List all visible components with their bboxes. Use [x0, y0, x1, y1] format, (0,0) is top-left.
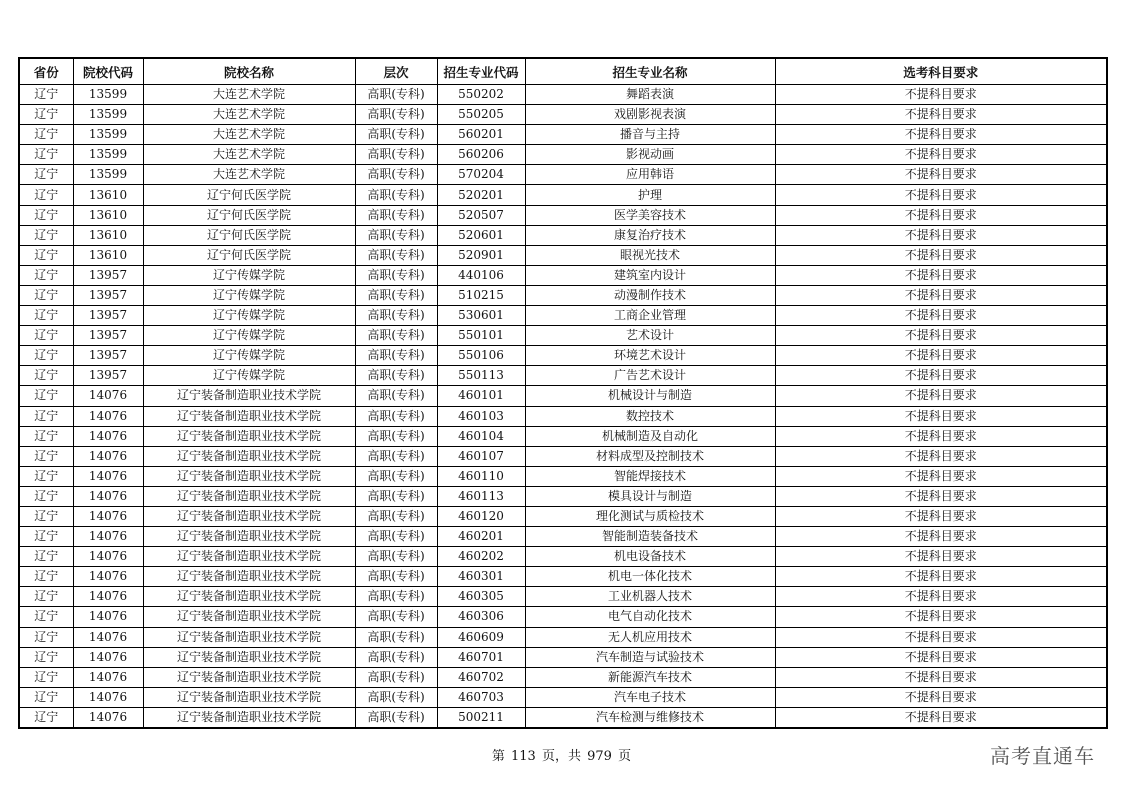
cell-subject-requirement: 不提科目要求	[775, 105, 1107, 125]
cell-major-name: 影视动画	[525, 145, 775, 165]
cell-subject-requirement: 不提科目要求	[775, 547, 1107, 567]
cell-level: 高职(专科)	[355, 547, 437, 567]
cell-major-code: 460305	[437, 587, 525, 607]
col-header-subject-requirement: 选考科目要求	[775, 58, 1107, 85]
cell-province: 辽宁	[19, 265, 73, 285]
cell-major-name: 艺术设计	[525, 326, 775, 346]
cell-major-code: 520201	[437, 185, 525, 205]
table-row	[19, 466, 1107, 486]
cell-school-code: 14076	[73, 667, 143, 687]
cell-school-name: 辽宁传媒学院	[143, 366, 355, 386]
cell-major-code: 460609	[437, 627, 525, 647]
cell-major-name: 动漫制作技术	[525, 285, 775, 305]
cell-level: 高职(专科)	[355, 567, 437, 587]
cell-level: 高职(专科)	[355, 466, 437, 486]
cell-school-name: 辽宁装备制造职业技术学院	[143, 667, 355, 687]
cell-school-name: 大连艺术学院	[143, 165, 355, 185]
watermark-logo-text: 高考直通车	[990, 744, 1095, 768]
cell-school-name: 大连艺术学院	[143, 125, 355, 145]
cell-major-code: 460201	[437, 527, 525, 547]
cell-school-code: 13957	[73, 306, 143, 326]
table-row	[19, 426, 1107, 446]
col-header-school-code: 院校代码	[73, 58, 143, 85]
cell-school-code: 14076	[73, 567, 143, 587]
cell-level: 高职(专科)	[355, 627, 437, 647]
cell-subject-requirement: 不提科目要求	[775, 527, 1107, 547]
cell-province: 辽宁	[19, 145, 73, 165]
cell-level: 高职(专科)	[355, 265, 437, 285]
cell-school-code: 13610	[73, 245, 143, 265]
footer-prefix: 第	[491, 749, 505, 764]
cell-subject-requirement: 不提科目要求	[775, 245, 1107, 265]
cell-subject-requirement: 不提科目要求	[775, 466, 1107, 486]
cell-major-name: 无人机应用技术	[525, 627, 775, 647]
cell-school-code: 14076	[73, 406, 143, 426]
cell-major-name: 环境艺术设计	[525, 346, 775, 366]
cell-level: 高职(专科)	[355, 366, 437, 386]
cell-school-code: 14076	[73, 386, 143, 406]
table-row	[19, 446, 1107, 466]
cell-school-name: 辽宁装备制造职业技术学院	[143, 486, 355, 506]
cell-province: 辽宁	[19, 105, 73, 125]
cell-major-name: 新能源汽车技术	[525, 667, 775, 687]
cell-major-code: 520507	[437, 205, 525, 225]
cell-province: 辽宁	[19, 486, 73, 506]
table-row	[19, 527, 1107, 547]
table-row	[19, 647, 1107, 667]
cell-major-code: 440106	[437, 265, 525, 285]
table-row	[19, 346, 1107, 366]
cell-school-code: 14076	[73, 466, 143, 486]
cell-level: 高职(专科)	[355, 105, 437, 125]
cell-major-code: 560201	[437, 125, 525, 145]
cell-level: 高职(专科)	[355, 386, 437, 406]
cell-school-name: 辽宁装备制造职业技术学院	[143, 527, 355, 547]
cell-school-name: 辽宁装备制造职业技术学院	[143, 547, 355, 567]
table-row	[19, 707, 1107, 728]
cell-school-code: 14076	[73, 426, 143, 446]
cell-major-code: 460702	[437, 667, 525, 687]
cell-subject-requirement: 不提科目要求	[775, 506, 1107, 526]
header-row	[19, 58, 1107, 85]
cell-major-name: 戏剧影视表演	[525, 105, 775, 125]
cell-subject-requirement: 不提科目要求	[775, 587, 1107, 607]
cell-subject-requirement: 不提科目要求	[775, 667, 1107, 687]
cell-school-name: 辽宁装备制造职业技术学院	[143, 587, 355, 607]
cell-school-code: 13599	[73, 85, 143, 105]
cell-school-name: 辽宁装备制造职业技术学院	[143, 647, 355, 667]
cell-major-code: 550106	[437, 346, 525, 366]
cell-major-code: 550113	[437, 366, 525, 386]
cell-level: 高职(专科)	[355, 205, 437, 225]
cell-major-name: 机电设备技术	[525, 547, 775, 567]
table-row	[19, 567, 1107, 587]
footer-middle: 页，共	[541, 749, 581, 764]
cell-school-name: 辽宁装备制造职业技术学院	[143, 687, 355, 707]
cell-school-name: 辽宁传媒学院	[143, 285, 355, 305]
cell-level: 高职(专科)	[355, 165, 437, 185]
cell-school-code: 13610	[73, 185, 143, 205]
table-row	[19, 285, 1107, 305]
cell-level: 高职(专科)	[355, 285, 437, 305]
cell-school-code: 14076	[73, 627, 143, 647]
table-row	[19, 627, 1107, 647]
cell-school-name: 辽宁装备制造职业技术学院	[143, 607, 355, 627]
cell-subject-requirement: 不提科目要求	[775, 607, 1107, 627]
table-row	[19, 306, 1107, 326]
cell-school-name: 辽宁传媒学院	[143, 326, 355, 346]
table-row	[19, 125, 1107, 145]
table-row	[19, 587, 1107, 607]
cell-school-name: 辽宁传媒学院	[143, 306, 355, 326]
cell-subject-requirement: 不提科目要求	[775, 205, 1107, 225]
cell-major-name: 康复治疗技术	[525, 225, 775, 245]
cell-major-name: 机械设计与制造	[525, 386, 775, 406]
cell-subject-requirement: 不提科目要求	[775, 125, 1107, 145]
cell-level: 高职(专科)	[355, 85, 437, 105]
table-row	[19, 366, 1107, 386]
cell-school-name: 辽宁装备制造职业技术学院	[143, 707, 355, 728]
cell-school-name: 辽宁何氏医学院	[143, 185, 355, 205]
cell-subject-requirement: 不提科目要求	[775, 285, 1107, 305]
cell-major-name: 智能制造装备技术	[525, 527, 775, 547]
cell-province: 辽宁	[19, 667, 73, 687]
cell-school-code: 14076	[73, 707, 143, 728]
cell-subject-requirement: 不提科目要求	[775, 326, 1107, 346]
cell-school-code: 13599	[73, 145, 143, 165]
cell-school-name: 大连艺术学院	[143, 145, 355, 165]
cell-subject-requirement: 不提科目要求	[775, 486, 1107, 506]
cell-subject-requirement: 不提科目要求	[775, 707, 1107, 728]
cell-subject-requirement: 不提科目要求	[775, 225, 1107, 245]
cell-level: 高职(专科)	[355, 406, 437, 426]
cell-major-code: 550202	[437, 85, 525, 105]
footer-current-page: 113	[511, 749, 536, 764]
cell-major-code: 460107	[437, 446, 525, 466]
cell-school-name: 辽宁装备制造职业技术学院	[143, 506, 355, 526]
cell-major-name: 医学美容技术	[525, 205, 775, 225]
cell-school-code: 13610	[73, 225, 143, 245]
cell-subject-requirement: 不提科目要求	[775, 647, 1107, 667]
cell-major-code: 460103	[437, 406, 525, 426]
cell-major-name: 机电一体化技术	[525, 567, 775, 587]
cell-major-code: 520901	[437, 245, 525, 265]
cell-major-code: 550101	[437, 326, 525, 346]
table-row	[19, 185, 1107, 205]
cell-school-code: 14076	[73, 547, 143, 567]
cell-school-name: 辽宁装备制造职业技术学院	[143, 386, 355, 406]
cell-major-name: 材料成型及控制技术	[525, 446, 775, 466]
cell-major-code: 460202	[437, 547, 525, 567]
col-header-major-name: 招生专业名称	[525, 58, 775, 85]
cell-school-name: 辽宁传媒学院	[143, 346, 355, 366]
cell-subject-requirement: 不提科目要求	[775, 446, 1107, 466]
table-row	[19, 386, 1107, 406]
table-body	[19, 85, 1107, 729]
cell-major-name: 模具设计与制造	[525, 486, 775, 506]
cell-major-name: 汽车检测与维修技术	[525, 707, 775, 728]
table-row	[19, 326, 1107, 346]
table-row	[19, 486, 1107, 506]
cell-major-name: 数控技术	[525, 406, 775, 426]
col-header-province: 省份	[19, 58, 73, 85]
cell-level: 高职(专科)	[355, 245, 437, 265]
cell-level: 高职(专科)	[355, 687, 437, 707]
table-row	[19, 406, 1107, 426]
cell-major-code: 560206	[437, 145, 525, 165]
cell-major-name: 应用韩语	[525, 165, 775, 185]
cell-major-code: 510215	[437, 285, 525, 305]
cell-school-name: 辽宁何氏医学院	[143, 205, 355, 225]
page-footer	[0, 745, 1123, 764]
cell-school-code: 13957	[73, 326, 143, 346]
cell-school-code: 13599	[73, 125, 143, 145]
cell-province: 辽宁	[19, 306, 73, 326]
cell-province: 辽宁	[19, 446, 73, 466]
cell-major-name: 播音与主持	[525, 125, 775, 145]
cell-school-code: 13957	[73, 265, 143, 285]
cell-province: 辽宁	[19, 85, 73, 105]
cell-school-code: 13599	[73, 105, 143, 125]
col-header-level: 层次	[355, 58, 437, 85]
cell-subject-requirement: 不提科目要求	[775, 366, 1107, 386]
cell-school-code: 14076	[73, 506, 143, 526]
cell-school-code: 14076	[73, 587, 143, 607]
cell-major-name: 建筑室内设计	[525, 265, 775, 285]
cell-subject-requirement: 不提科目要求	[775, 687, 1107, 707]
cell-province: 辽宁	[19, 527, 73, 547]
footer-total-pages: 979	[587, 749, 612, 764]
cell-major-name: 广告艺术设计	[525, 366, 775, 386]
table-row	[19, 85, 1107, 105]
cell-province: 辽宁	[19, 165, 73, 185]
cell-province: 辽宁	[19, 346, 73, 366]
cell-school-code: 14076	[73, 486, 143, 506]
cell-province: 辽宁	[19, 607, 73, 627]
cell-province: 辽宁	[19, 205, 73, 225]
cell-subject-requirement: 不提科目要求	[775, 145, 1107, 165]
cell-province: 辽宁	[19, 245, 73, 265]
cell-subject-requirement: 不提科目要求	[775, 386, 1107, 406]
cell-school-name: 辽宁何氏医学院	[143, 225, 355, 245]
cell-school-name: 大连艺术学院	[143, 85, 355, 105]
table-row	[19, 687, 1107, 707]
cell-level: 高职(专科)	[355, 446, 437, 466]
cell-subject-requirement: 不提科目要求	[775, 627, 1107, 647]
table-row	[19, 506, 1107, 526]
cell-province: 辽宁	[19, 406, 73, 426]
cell-province: 辽宁	[19, 506, 73, 526]
cell-school-name: 辽宁装备制造职业技术学院	[143, 466, 355, 486]
admission-table	[18, 57, 1108, 729]
cell-school-code: 13610	[73, 205, 143, 225]
cell-major-name: 工业机器人技术	[525, 587, 775, 607]
table-row	[19, 205, 1107, 225]
cell-level: 高职(专科)	[355, 587, 437, 607]
cell-school-code: 14076	[73, 647, 143, 667]
cell-level: 高职(专科)	[355, 707, 437, 728]
cell-province: 辽宁	[19, 185, 73, 205]
cell-school-name: 辽宁装备制造职业技术学院	[143, 567, 355, 587]
cell-major-name: 机械制造及自动化	[525, 426, 775, 446]
table-row	[19, 105, 1107, 125]
cell-major-code: 570204	[437, 165, 525, 185]
cell-subject-requirement: 不提科目要求	[775, 165, 1107, 185]
cell-major-code: 520601	[437, 225, 525, 245]
cell-level: 高职(专科)	[355, 667, 437, 687]
cell-subject-requirement: 不提科目要求	[775, 265, 1107, 285]
table-row	[19, 225, 1107, 245]
cell-province: 辽宁	[19, 587, 73, 607]
cell-level: 高职(专科)	[355, 225, 437, 245]
table-row	[19, 245, 1107, 265]
cell-major-code: 500211	[437, 707, 525, 728]
cell-school-code: 14076	[73, 446, 143, 466]
cell-major-code: 460101	[437, 386, 525, 406]
cell-major-code: 460701	[437, 647, 525, 667]
cell-major-code: 460110	[437, 466, 525, 486]
table-row	[19, 607, 1107, 627]
cell-level: 高职(专科)	[355, 185, 437, 205]
cell-major-name: 护理	[525, 185, 775, 205]
cell-school-name: 辽宁装备制造职业技术学院	[143, 446, 355, 466]
cell-major-code: 460301	[437, 567, 525, 587]
cell-level: 高职(专科)	[355, 326, 437, 346]
cell-subject-requirement: 不提科目要求	[775, 346, 1107, 366]
cell-major-name: 汽车电子技术	[525, 687, 775, 707]
table-row	[19, 265, 1107, 285]
cell-major-code: 460104	[437, 426, 525, 446]
cell-province: 辽宁	[19, 225, 73, 245]
cell-major-name: 眼视光技术	[525, 245, 775, 265]
cell-major-code: 460306	[437, 607, 525, 627]
cell-school-code: 14076	[73, 687, 143, 707]
cell-school-name: 辽宁装备制造职业技术学院	[143, 627, 355, 647]
table-row	[19, 165, 1107, 185]
cell-school-code: 13599	[73, 165, 143, 185]
cell-level: 高职(专科)	[355, 607, 437, 627]
cell-province: 辽宁	[19, 326, 73, 346]
cell-province: 辽宁	[19, 627, 73, 647]
cell-major-name: 工商企业管理	[525, 306, 775, 326]
cell-province: 辽宁	[19, 707, 73, 728]
cell-major-name: 电气自动化技术	[525, 607, 775, 627]
cell-province: 辽宁	[19, 366, 73, 386]
col-header-school-name: 院校名称	[143, 58, 355, 85]
cell-level: 高职(专科)	[355, 647, 437, 667]
cell-level: 高职(专科)	[355, 486, 437, 506]
cell-subject-requirement: 不提科目要求	[775, 85, 1107, 105]
cell-level: 高职(专科)	[355, 346, 437, 366]
table-row	[19, 547, 1107, 567]
table-row	[19, 667, 1107, 687]
footer-suffix: 页	[618, 749, 632, 764]
cell-school-name: 大连艺术学院	[143, 105, 355, 125]
cell-province: 辽宁	[19, 426, 73, 446]
cell-province: 辽宁	[19, 466, 73, 486]
cell-school-code: 13957	[73, 346, 143, 366]
cell-major-name: 智能焊接技术	[525, 466, 775, 486]
cell-school-code: 14076	[73, 527, 143, 547]
cell-province: 辽宁	[19, 386, 73, 406]
cell-province: 辽宁	[19, 567, 73, 587]
cell-school-code: 13957	[73, 366, 143, 386]
table-row	[19, 145, 1107, 165]
cell-province: 辽宁	[19, 285, 73, 305]
cell-major-code: 530601	[437, 306, 525, 326]
cell-province: 辽宁	[19, 547, 73, 567]
cell-province: 辽宁	[19, 647, 73, 667]
cell-province: 辽宁	[19, 687, 73, 707]
cell-school-code: 13957	[73, 285, 143, 305]
cell-level: 高职(专科)	[355, 125, 437, 145]
cell-major-code: 460120	[437, 506, 525, 526]
cell-school-name: 辽宁装备制造职业技术学院	[143, 426, 355, 446]
cell-subject-requirement: 不提科目要求	[775, 306, 1107, 326]
cell-level: 高职(专科)	[355, 506, 437, 526]
cell-major-code: 460703	[437, 687, 525, 707]
cell-subject-requirement: 不提科目要求	[775, 185, 1107, 205]
cell-province: 辽宁	[19, 125, 73, 145]
cell-level: 高职(专科)	[355, 145, 437, 165]
cell-major-name: 汽车制造与试验技术	[525, 647, 775, 667]
cell-subject-requirement: 不提科目要求	[775, 406, 1107, 426]
cell-level: 高职(专科)	[355, 527, 437, 547]
cell-major-name: 理化测试与质检技术	[525, 506, 775, 526]
cell-school-name: 辽宁何氏医学院	[143, 245, 355, 265]
cell-level: 高职(专科)	[355, 306, 437, 326]
cell-subject-requirement: 不提科目要求	[775, 567, 1107, 587]
col-header-major-code: 招生专业代码	[437, 58, 525, 85]
cell-school-name: 辽宁传媒学院	[143, 265, 355, 285]
cell-major-name: 舞蹈表演	[525, 85, 775, 105]
cell-level: 高职(专科)	[355, 426, 437, 446]
cell-school-code: 14076	[73, 607, 143, 627]
cell-subject-requirement: 不提科目要求	[775, 426, 1107, 446]
cell-major-code: 550205	[437, 105, 525, 125]
cell-school-name: 辽宁装备制造职业技术学院	[143, 406, 355, 426]
cell-major-code: 460113	[437, 486, 525, 506]
